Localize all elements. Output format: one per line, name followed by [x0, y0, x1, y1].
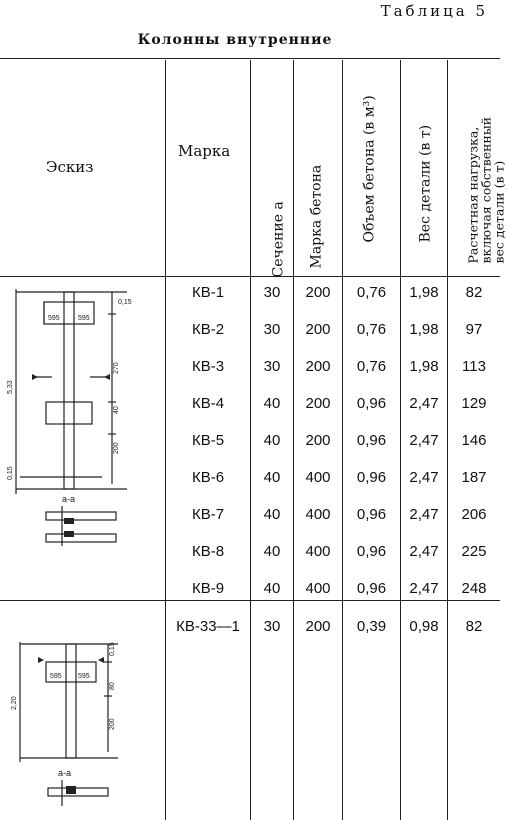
cell-section: 30 — [263, 358, 281, 375]
cell-mark: КВ-5 — [191, 432, 225, 449]
sketch1-dim-f: 595 — [78, 315, 90, 322]
cell-mark: КВ-4 — [191, 395, 225, 412]
sketch1-dim-c: 200 — [113, 442, 120, 454]
cell-mark: КВ-8 — [191, 543, 225, 560]
cell-mark: КВ-33—1 — [176, 618, 240, 635]
cell-volume: 0,96 — [356, 580, 387, 597]
cell-concrete: 200 — [305, 321, 331, 338]
cell-volume: 0,96 — [356, 432, 387, 449]
cell-section: 40 — [263, 469, 281, 486]
cell-section: 40 — [263, 580, 281, 597]
cell-section: 40 — [263, 543, 281, 560]
cell-concrete: 400 — [305, 469, 331, 486]
cell-mark: КВ-6 — [191, 469, 225, 486]
cell-weight: 2,47 — [409, 543, 439, 560]
cell-load: 187 — [461, 469, 487, 486]
cell-mark: КВ-1 — [191, 284, 225, 301]
cell-mark: КВ-3 — [191, 358, 225, 375]
table-top-rule — [0, 58, 500, 59]
sketch1-dim-e: 595 — [48, 315, 60, 322]
cell-volume: 0,96 — [356, 395, 387, 412]
header-load-line2: включая собственный — [478, 116, 494, 264]
cell-mark: КВ-9 — [191, 580, 225, 597]
cell-volume: 0,96 — [356, 543, 387, 560]
cell-volume: 0,39 — [356, 618, 387, 635]
cell-weight: 1,98 — [409, 284, 439, 301]
cell-volume: 0,96 — [356, 469, 387, 486]
sketch1-total: 5,33 — [7, 380, 14, 394]
sketch2-total: 2,20 — [11, 696, 18, 710]
cell-concrete: 200 — [305, 618, 331, 635]
header-load — [452, 66, 507, 272]
cell-load: 146 — [461, 432, 487, 449]
cell-load: 206 — [461, 506, 487, 523]
header-concrete: Марка бетона — [308, 164, 325, 269]
cell-concrete: 200 — [305, 432, 331, 449]
header-volume: Объем бетона (в м³) — [361, 95, 378, 243]
sketch2-section-label: а-а — [58, 768, 72, 778]
sketch1-dim-top: 0,15 — [118, 299, 132, 306]
column-sketch-2 — [8, 640, 158, 815]
cell-weight: 2,47 — [409, 469, 439, 486]
header-weight: Вес детали (в т) — [417, 124, 434, 243]
cell-mark: КВ-2 — [191, 321, 225, 338]
cell-concrete: 400 — [305, 580, 331, 597]
cell-load: 248 — [461, 580, 487, 597]
cell-weight: 2,47 — [409, 395, 439, 412]
sketch1-dim-b: 270 — [113, 362, 120, 374]
sketch2-dim-top: 0,15 — [109, 642, 116, 656]
cell-volume: 0,96 — [356, 506, 387, 523]
column-sketch-1 — [2, 284, 162, 594]
cell-weight: 0,98 — [409, 618, 439, 635]
cell-concrete: 400 — [305, 543, 331, 560]
header-mark: Марка — [178, 142, 231, 160]
header-load-line3: вес детали (в т) — [491, 160, 507, 264]
cell-weight: 1,98 — [409, 321, 439, 338]
sketch2-dim-a: 80 — [109, 682, 116, 690]
cell-volume: 0,76 — [356, 358, 387, 375]
cell-section: 30 — [263, 618, 281, 635]
cell-concrete: 400 — [305, 506, 331, 523]
cell-concrete: 200 — [305, 395, 331, 412]
header-load-line1: Расчетная нагрузка, — [465, 126, 481, 264]
cell-section: 40 — [263, 395, 281, 412]
cell-section: 40 — [263, 506, 281, 523]
sketch1-section-label: а-а — [62, 494, 76, 504]
sketch1-dim-a: 40 — [113, 406, 120, 414]
cell-load: 225 — [461, 543, 487, 560]
sketch2-dim-f: 595 — [78, 673, 90, 680]
cell-volume: 0,76 — [356, 321, 387, 338]
cell-volume: 0,76 — [356, 284, 387, 301]
table-number: Таблица 5 — [380, 2, 488, 20]
cell-weight: 1,98 — [409, 358, 439, 375]
cell-section: 30 — [263, 284, 281, 301]
table-title: Колонны внутренние — [137, 32, 333, 48]
sketch2-dim-e: 595 — [50, 673, 62, 680]
cell-load: 82 — [465, 284, 483, 301]
cell-weight: 2,47 — [409, 580, 439, 597]
cell-load: 82 — [465, 618, 483, 635]
sketch1-dim-d: 0,15 — [7, 466, 14, 480]
cell-load: 129 — [461, 395, 487, 412]
cell-mark: КВ-7 — [191, 506, 225, 523]
cell-load: 97 — [465, 321, 483, 338]
cell-section: 30 — [263, 321, 281, 338]
cell-concrete: 200 — [305, 358, 331, 375]
cell-weight: 2,47 — [409, 506, 439, 523]
header-sketch: Эскиз — [46, 158, 94, 176]
cell-weight: 2,47 — [409, 432, 439, 449]
sketch2-dim-b: 200 — [109, 718, 116, 730]
cell-concrete: 200 — [305, 284, 331, 301]
cell-load: 113 — [462, 358, 486, 375]
cell-section: 40 — [263, 432, 281, 449]
header-section: Сечение а — [270, 201, 287, 278]
